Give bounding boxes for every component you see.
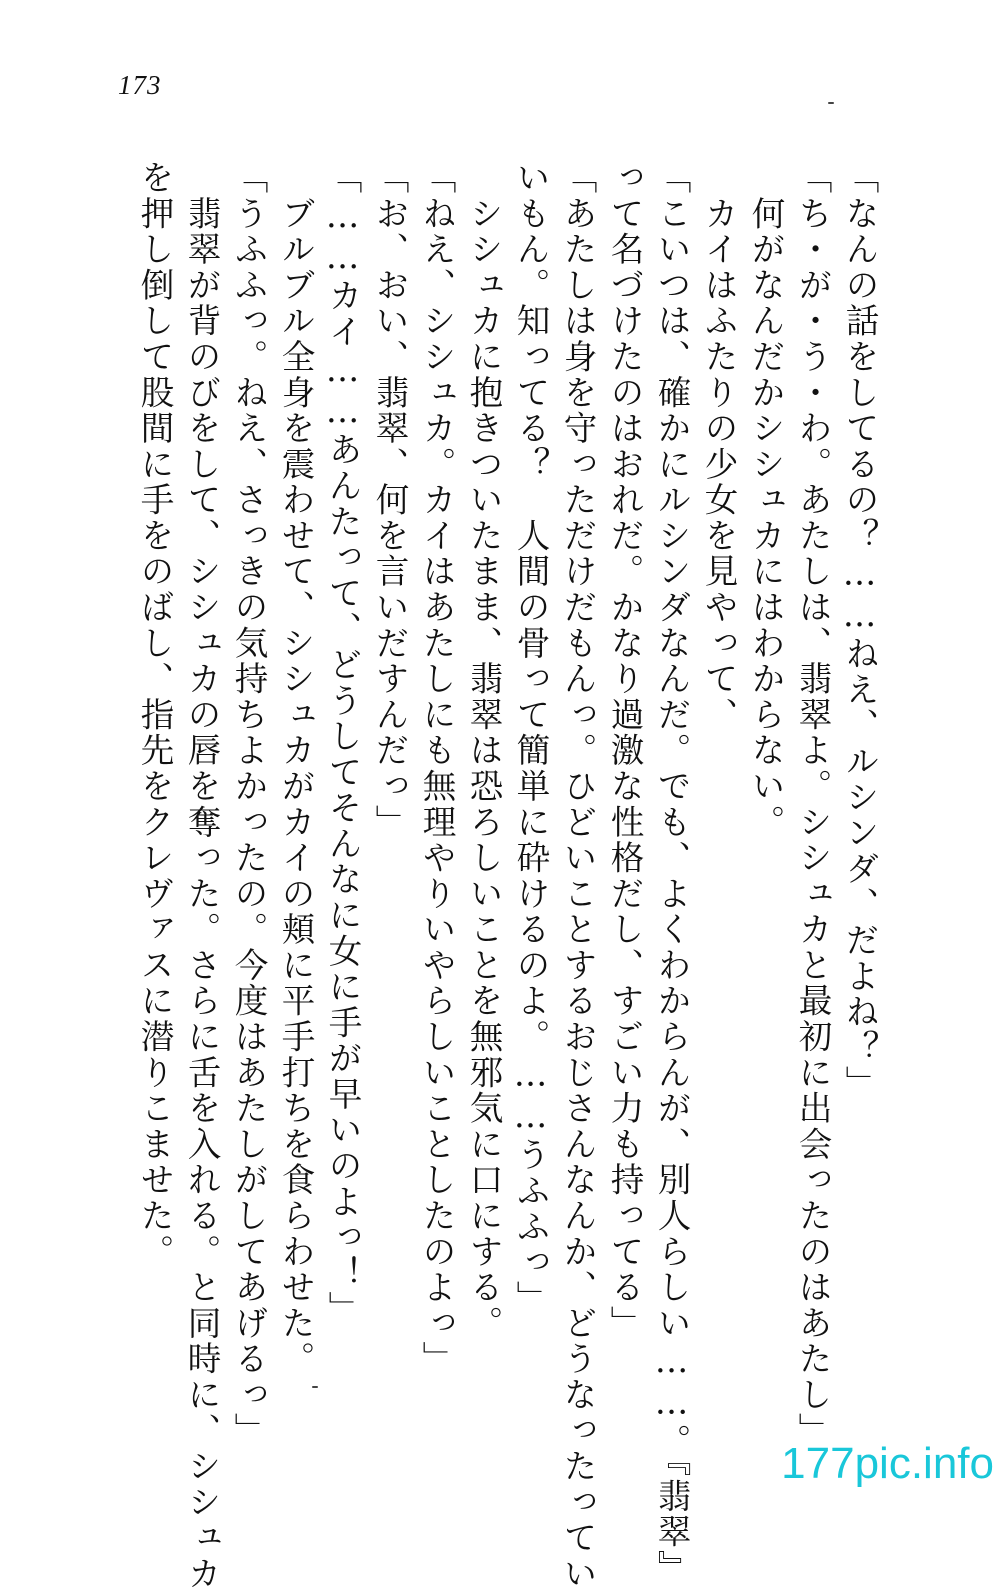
text-line: 「なんの話をしてるの？……ねえ、ルシンダ、だよね？」 <box>840 160 879 1102</box>
text-line: ブルブル全身を震わせて、シシュカがカイの頬に平手打ちを食らわせた。 <box>276 160 315 1377</box>
text-line: を押し倒して股間に手をのばし、指先をクレヴァスに潜りこませた。 <box>135 160 174 1270</box>
text-line: 「こいつは、確かにルシンダなんだ。でも、よくわからんが、別人らしい……。『翡翠』 <box>652 160 691 1586</box>
text-line: 「ねえ、シシュカ。カイはあたしにも無理やりいやらしいことしたのよっ」 <box>417 160 456 1377</box>
text-line: 何がなんだかシシュカにはわからない。 <box>746 160 785 841</box>
text-line: 「あたしは身を守っただけだもんっ。ひどいことするおじさんなんか、どうなったってい <box>558 160 597 1592</box>
text-line: シシュカに抱きついたまま、翡翠は恐ろしいことを無邪気に口にする。 <box>464 160 503 1342</box>
text-line: 「ち・が・う・わ。あたしは、翡翠よ。シシュカと最初に出会ったのはあたし」 <box>793 160 832 1449</box>
scan-speck <box>312 1386 318 1388</box>
text-line: 「うふふっ。ねえ、さっきの気持ちよかったの。今度はあたしがしてあげるっ」 <box>229 160 268 1449</box>
watermark: 177pic.info <box>781 1439 994 1488</box>
text-line: 「お、おい、翡翠、何を言いだすんだっ」 <box>370 160 409 841</box>
text-line: 「……カイ……あんたって、どうしてそんなに女に手が早いのよっ！」 <box>323 160 362 1327</box>
text-line: 翡翠が背のびをして、シシュカの唇を奪った。さらに舌を入れる。と同時に、シシュカ <box>182 160 221 1592</box>
text-line: って名づけたのはおれだ。かなり過激な性格だし、すごい力も持ってる」 <box>605 160 644 1342</box>
scan-speck <box>828 102 834 104</box>
text-line: カイはふたりの少女を見やって、 <box>699 160 738 733</box>
body-text <box>78 160 879 1592</box>
page-number: 173 <box>118 70 162 100</box>
text-line: いもん。知ってる？ 人間の骨って簡単に砕けるのよ。……うふふっ」 <box>511 160 550 1317</box>
